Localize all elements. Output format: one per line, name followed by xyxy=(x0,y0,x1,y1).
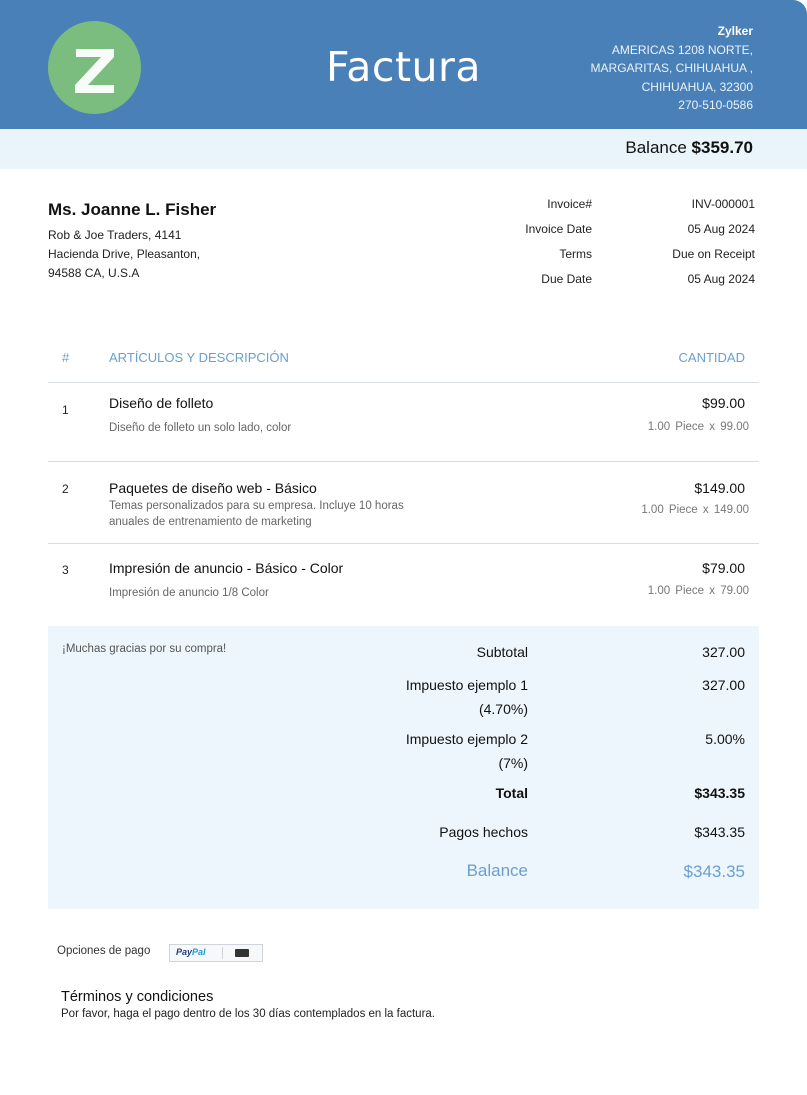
tax1-value: 327.00 xyxy=(702,677,745,693)
company-address-line1: AMERICAS 1208 NORTE, xyxy=(611,42,753,57)
tax2-label-block xyxy=(406,727,528,775)
total-value: $343.35 xyxy=(694,785,745,801)
tax2-value: 5.00% xyxy=(705,731,745,747)
meta-label: Terms xyxy=(559,247,592,261)
thank-you-note: ¡Muchas gracias por su compra! xyxy=(62,643,227,655)
payments-made-label: Pagos hechos xyxy=(439,824,528,840)
terms-section xyxy=(61,989,435,1020)
payments-made-value: $343.35 xyxy=(694,824,745,840)
balance-label: Balance xyxy=(625,138,687,157)
paypal-pal-text: Pal xyxy=(192,947,206,957)
meta-label: Invoice# xyxy=(547,197,592,211)
item-amount: $99.00 xyxy=(702,395,745,411)
balance-due-value: $343.35 xyxy=(683,862,745,881)
meta-row-terms xyxy=(440,247,755,272)
item-name: Diseño de folleto xyxy=(109,395,214,411)
bill-to xyxy=(48,200,216,283)
company-address-line2: MARGARITAS, CHIHUAHUA , xyxy=(590,61,753,75)
table-row xyxy=(48,544,759,625)
meta-value: INV-000001 xyxy=(691,197,755,211)
subtotal-label: Subtotal xyxy=(476,644,528,660)
subtotal-value: 327.00 xyxy=(702,644,745,660)
paypal-icon xyxy=(176,947,206,957)
invoice-meta xyxy=(440,197,755,297)
balance-due-label: Balance xyxy=(466,861,528,880)
item-name: Paquetes de diseño web - Básico xyxy=(109,480,317,496)
terms-title: Términos y condiciones xyxy=(61,989,214,1005)
client-address-line3: 94588 CA, U.S.A xyxy=(48,266,140,280)
company-address-line3: CHIHUAHUA, 32300 xyxy=(641,79,753,94)
item-description: Impresión de anuncio 1/8 Color xyxy=(109,587,269,599)
badge-divider xyxy=(222,947,223,959)
tax1-label: Impuesto ejemplo 1 xyxy=(405,677,528,693)
invoice-title: Factura xyxy=(325,43,482,91)
balance-amount: $359.70 xyxy=(691,138,753,157)
item-number: 1 xyxy=(62,403,69,417)
balance-summary xyxy=(625,138,753,158)
item-description: Diseño de folleto un solo lado, color xyxy=(109,422,292,434)
client-address xyxy=(48,226,216,283)
client-address-line2: Hacienda Drive, Pleasanton, xyxy=(48,247,201,261)
item-quantity: 1.00 Piece x 79.00 xyxy=(647,585,749,597)
item-quantity: 1.00 Piece x 149.00 xyxy=(641,504,749,516)
header-quantity: CANTIDAD xyxy=(678,350,745,365)
client-address-line1: Rob & Joe Traders, 4141 xyxy=(48,228,182,242)
company-name: Zylker xyxy=(717,24,753,38)
header-description: ARTÍCULOS Y DESCRIPCIÓN xyxy=(109,350,289,365)
tax2-label: Impuesto ejemplo 2 xyxy=(405,731,528,747)
item-amount: $79.00 xyxy=(702,560,745,576)
item-number: 3 xyxy=(62,563,69,577)
meta-row-invoice-date xyxy=(440,222,755,247)
tax1-label-block xyxy=(406,673,528,721)
terms-text: Por favor, haga el pago dentro de los 30 días contemplados en la factura. xyxy=(61,1008,435,1020)
item-name: Impresión de anuncio - Básico - Color xyxy=(109,560,344,576)
item-amount: $149.00 xyxy=(694,480,745,496)
tax2-rate: (7%) xyxy=(498,755,528,771)
items-table-header xyxy=(48,340,759,383)
balance-bar xyxy=(0,129,807,169)
company-info xyxy=(591,22,753,115)
meta-label: Due Date xyxy=(541,272,592,286)
invoice-header xyxy=(0,0,807,129)
paypal-pay-text: Pay xyxy=(176,947,193,957)
meta-value: 05 Aug 2024 xyxy=(687,272,755,286)
total-label: Total xyxy=(495,785,528,801)
payment-options-label: Opciones de pago xyxy=(57,945,151,957)
meta-row-invoice-number xyxy=(440,197,755,222)
table-row xyxy=(48,462,759,544)
tax1-rate: (4.70%) xyxy=(478,701,528,717)
client-name: Ms. Joanne L. Fisher xyxy=(48,200,217,219)
item-quantity: 1.00 Piece x 99.00 xyxy=(647,421,749,433)
meta-row-due-date xyxy=(440,272,755,297)
table-row xyxy=(48,383,759,462)
item-description: Temas personalizados para su empresa. Incluye 10 horas anuales de entrenamiento de marketing xyxy=(109,500,404,528)
header-num: # xyxy=(62,350,70,365)
meta-value: Due on Receipt xyxy=(672,247,755,261)
company-phone: 270-510-0586 xyxy=(678,98,753,112)
paypal-badge[interactable] xyxy=(169,944,263,962)
meta-value: 05 Aug 2024 xyxy=(687,222,755,236)
totals-section xyxy=(48,626,759,909)
card-icon xyxy=(235,949,249,957)
meta-label: Invoice Date xyxy=(525,222,592,236)
item-number: 2 xyxy=(62,482,69,496)
